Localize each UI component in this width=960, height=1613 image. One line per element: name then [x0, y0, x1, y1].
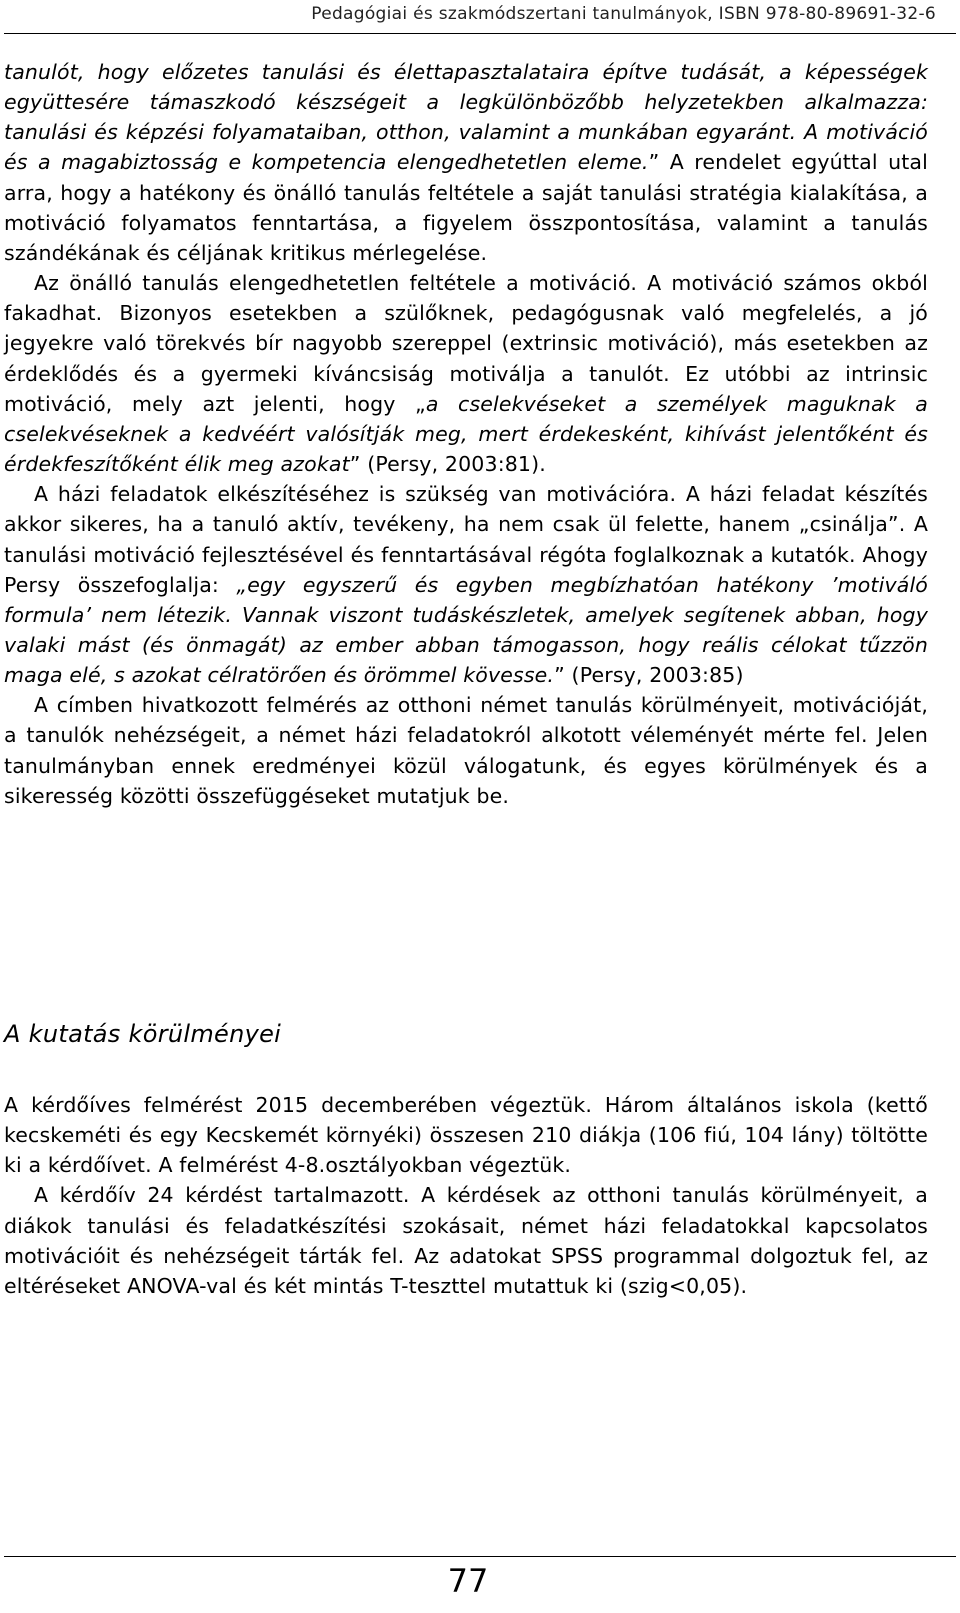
- section-paragraph-2: A kérdőív 24 kérdést tartalmazott. A kérdések az otthoni tanulás körülményeit, a diákok tanulási és feladatkészítési szokásait, német házi feladatokkal kapcsolatos motivációit és nehézségeit tárták fel. Az adatokat SPSS programmal dolgoztuk fel, az eltéréseket ANOVA-val és két mintás T-teszttel mutattuk ki (szig<0,05).: [4, 1183, 928, 1298]
- quote-italic: a cselekvéseket a személyek maguknak a cselekvéseknek a kedvéért valósítják meg, mert érdekesként, kihívást jelentőként és érdekfeszítőként élik meg azokat: [4, 391, 928, 477]
- paragraph-2: [4, 268, 928, 479]
- running-header: Pedagógiai és szakmódszertani tanulmányok, ISBN 978-80-89691-32-6: [311, 4, 936, 24]
- quote-italic: tanulót, hogy előzetes tanulási és élettapasztalataira építve tudását, a képességek együttesére támaszkodó készségeit a legkülönbözőbb helyzetekben alkalmazza: tanulási és képzési folyamataiban, otthon, valamint a munkában egyaránt. A motiváció és a magabiztosság e kompetencia elengedhetetlen eleme.: [4, 60, 928, 175]
- section-paragraph-1: A kérdőíves felmérést 2015 decemberében végeztük. Három általános iskola (kettő kecskeméti és egy Kecskemét környéki) összesen 210 diákja (106 fiú, 104 lány) töltötte ki a kérdőívet. A felmérést 4-8.osztályokban végeztük.: [4, 1093, 928, 1178]
- paragraph-3-text: A házi feladatok elkészítéséhez is szükség van motivációra. A házi feladat készítés akkor sikeres, ha a tanuló aktív, tevékeny, ha nem csak ül felette, hanem „csinálja”. A tanulási motiváció fejlesztésével és fenntartásával régóta foglalkoznak a kutatók. Ahogy Persy összefoglalja:: [4, 482, 928, 597]
- paragraph-3: [4, 479, 928, 690]
- header-divider: [4, 33, 956, 34]
- paragraph-1-text: ” A rendelet egyúttal utal arra, hogy a hatékony és önálló tanulás feltétele a saját tanulási stratégia kialakítása, a motiváció folyamatos fenntartása, a figyelem összpontosítása, valamint a tanulás szándékának és céljának kritikus mérlegelése.: [4, 150, 928, 265]
- paragraph-2-text: Az önálló tanulás elengedhetetlen feltétele a motiváció. A motiváció számos okból fakadhat. Bizonyos esetekben a szülőknek, pedagógusnak való megfelelés, a jó jegyekre való törekvés bír nagyobb szereppel (extrinsic motiváció), más esetekben az érdeklődés és a gyermeki kíváncsiság motiválja a tanulót. Ez utóbbi az intrinsic motiváció, mely azt jelenti, hogy „: [4, 271, 928, 416]
- citation: ” (Persy, 2003:81).: [349, 452, 546, 477]
- paragraph-1: [4, 57, 928, 268]
- body-text: [4, 57, 928, 811]
- page-number: 77: [447, 1562, 489, 1600]
- paragraph-4: A címben hivatkozott felmérés az otthoni német tanulás körülményeit, motivációját, a tanulók nehézségeit, a német házi feladatokról alkotott véleményét mérte fel. Jelen tanulmányban ennek eredményei közül válogatunk, és egyes körülmények és a sikeresség közötti összefüggéseket mutatjuk be.: [4, 693, 928, 808]
- citation: ” (Persy, 2003:85): [554, 663, 744, 688]
- section-heading: A kutatás körülményei: [4, 1020, 282, 1048]
- quote-italic: „egy egyszerű és egyben megbízhatóan hatékony ’motiváló formula’ nem létezik. Vannak viszont tudáskészletek, amelyek segítenek abban, hogy valaki mást (és önmagát) az ember abban támogasson, hogy reális célokat tűzzön maga elé, s azokat célratörően és örömmel kövesse.: [4, 572, 928, 688]
- section-body: [4, 1090, 928, 1301]
- footer-divider: [4, 1556, 956, 1557]
